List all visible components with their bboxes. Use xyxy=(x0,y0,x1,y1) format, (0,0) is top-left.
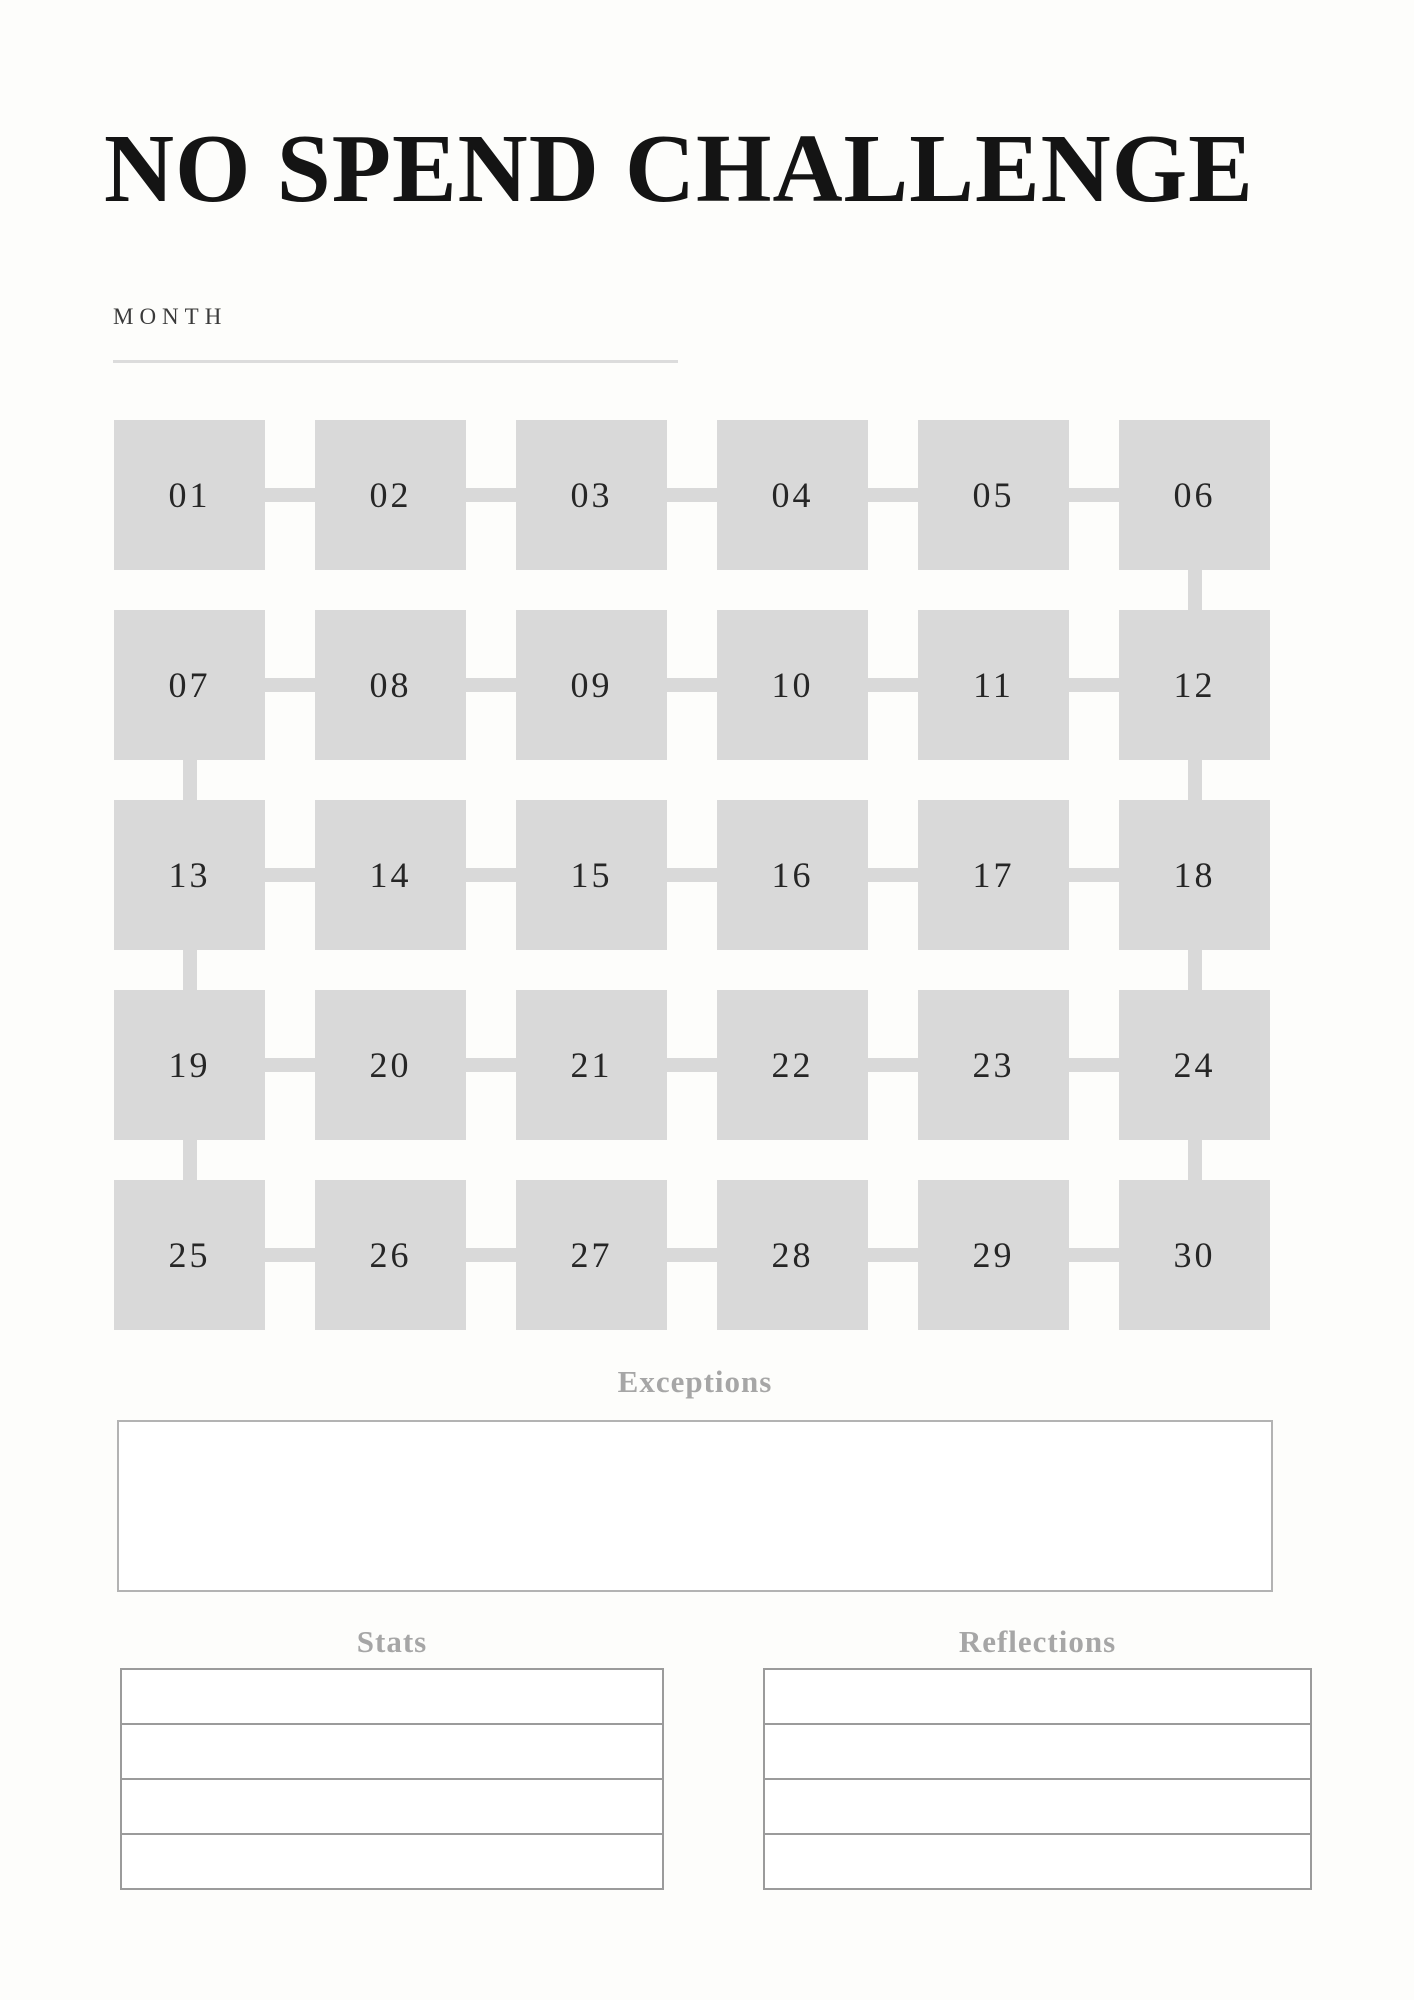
day-tile[interactable]: 26 xyxy=(315,1180,466,1330)
reflections-row[interactable] xyxy=(763,1778,1312,1835)
reflections-row[interactable] xyxy=(763,1723,1312,1780)
day-connector-horizontal xyxy=(265,1058,315,1072)
day-tile[interactable]: 13 xyxy=(114,800,265,950)
day-connector-vertical xyxy=(1188,1140,1202,1180)
day-connector-horizontal xyxy=(265,678,315,692)
day-tile[interactable]: 08 xyxy=(315,610,466,760)
day-tile[interactable]: 25 xyxy=(114,1180,265,1330)
day-tile[interactable]: 15 xyxy=(516,800,667,950)
day-connector-vertical xyxy=(1188,760,1202,800)
day-tile[interactable]: 24 xyxy=(1119,990,1270,1140)
calendar-row xyxy=(114,990,1270,1140)
calendar-row xyxy=(114,420,1270,570)
day-tile[interactable]: 03 xyxy=(516,420,667,570)
day-connector-horizontal xyxy=(868,678,918,692)
day-tile[interactable]: 01 xyxy=(114,420,265,570)
day-connector-vertical xyxy=(1188,950,1202,990)
stats-row[interactable] xyxy=(120,1668,664,1725)
day-connector-horizontal xyxy=(667,1248,717,1262)
reflections-row[interactable] xyxy=(763,1833,1312,1890)
calendar-grid xyxy=(114,420,1270,1330)
day-connector-horizontal xyxy=(265,1248,315,1262)
day-connector-horizontal xyxy=(667,1058,717,1072)
day-connector-horizontal xyxy=(667,488,717,502)
day-connector-horizontal xyxy=(868,1248,918,1262)
stats-rows xyxy=(120,1668,664,1890)
day-connector-vertical xyxy=(183,950,197,990)
day-connector-horizontal xyxy=(1069,678,1119,692)
day-tile[interactable]: 12 xyxy=(1119,610,1270,760)
reflections-rows xyxy=(763,1668,1312,1890)
day-tile[interactable]: 09 xyxy=(516,610,667,760)
day-connector-horizontal xyxy=(667,868,717,882)
month-fill-line[interactable] xyxy=(113,360,678,363)
day-tile[interactable]: 17 xyxy=(918,800,1069,950)
day-connector-horizontal xyxy=(868,868,918,882)
day-connector-horizontal xyxy=(466,868,516,882)
day-tile[interactable]: 19 xyxy=(114,990,265,1140)
day-connector-vertical xyxy=(183,1140,197,1180)
stats-heading: Stats xyxy=(356,1624,428,1659)
stats-row[interactable] xyxy=(120,1723,664,1780)
day-connector-horizontal xyxy=(466,488,516,502)
day-connector-horizontal xyxy=(868,1058,918,1072)
day-connector-horizontal xyxy=(868,488,918,502)
calendar-row xyxy=(114,1180,1270,1330)
day-tile[interactable]: 04 xyxy=(717,420,868,570)
day-tile[interactable]: 22 xyxy=(717,990,868,1140)
day-tile[interactable]: 16 xyxy=(717,800,868,950)
day-connector-vertical xyxy=(183,760,197,800)
day-tile[interactable]: 30 xyxy=(1119,1180,1270,1330)
day-tile[interactable]: 06 xyxy=(1119,420,1270,570)
day-tile[interactable]: 14 xyxy=(315,800,466,950)
reflections-heading: Reflections xyxy=(958,1624,1117,1659)
day-connector-vertical xyxy=(1188,570,1202,610)
day-tile[interactable]: 23 xyxy=(918,990,1069,1140)
stats-row[interactable] xyxy=(120,1778,664,1835)
day-tile[interactable]: 20 xyxy=(315,990,466,1140)
day-tile[interactable]: 07 xyxy=(114,610,265,760)
day-connector-horizontal xyxy=(265,488,315,502)
day-connector-horizontal xyxy=(265,868,315,882)
day-tile[interactable]: 10 xyxy=(717,610,868,760)
day-connector-horizontal xyxy=(667,678,717,692)
day-tile[interactable]: 28 xyxy=(717,1180,868,1330)
day-connector-horizontal xyxy=(466,678,516,692)
day-tile[interactable]: 05 xyxy=(918,420,1069,570)
reflections-row[interactable] xyxy=(763,1668,1312,1725)
exceptions-input-box[interactable] xyxy=(117,1420,1273,1592)
day-tile[interactable]: 29 xyxy=(918,1180,1069,1330)
page-title: NO SPEND CHALLENGE xyxy=(104,115,1254,222)
calendar-row xyxy=(114,610,1270,760)
exceptions-heading: Exceptions xyxy=(617,1364,773,1399)
day-connector-horizontal xyxy=(1069,488,1119,502)
day-tile[interactable]: 21 xyxy=(516,990,667,1140)
day-connector-horizontal xyxy=(1069,1058,1119,1072)
day-tile[interactable]: 11 xyxy=(918,610,1069,760)
day-tile[interactable]: 02 xyxy=(315,420,466,570)
day-connector-horizontal xyxy=(466,1058,516,1072)
day-connector-horizontal xyxy=(466,1248,516,1262)
month-label: MONTH xyxy=(113,304,228,329)
calendar-row xyxy=(114,800,1270,950)
day-connector-horizontal xyxy=(1069,1248,1119,1262)
day-tile[interactable]: 18 xyxy=(1119,800,1270,950)
stats-row[interactable] xyxy=(120,1833,664,1890)
day-connector-horizontal xyxy=(1069,868,1119,882)
day-tile[interactable]: 27 xyxy=(516,1180,667,1330)
